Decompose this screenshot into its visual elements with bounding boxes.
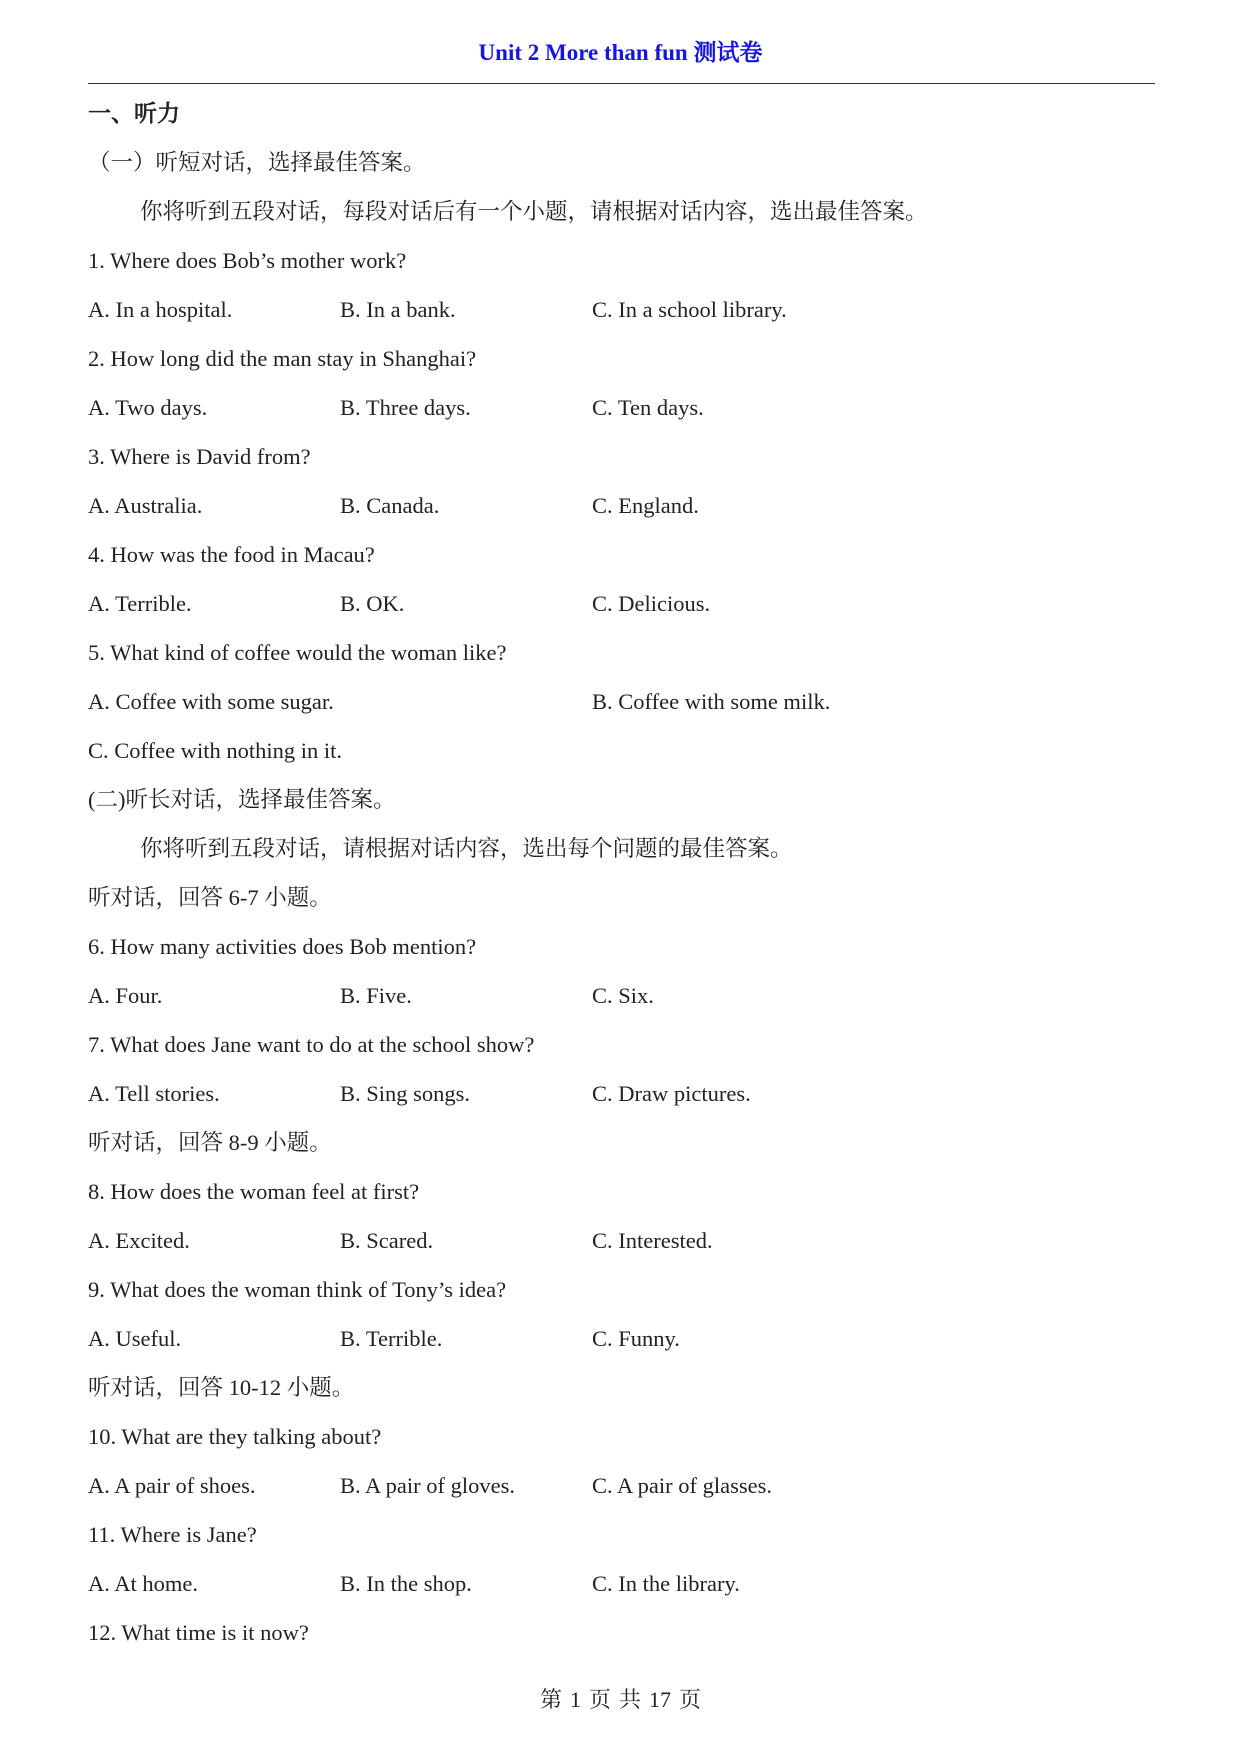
question-stem: 3. Where is David from? <box>88 444 311 469</box>
option-a: A. At home. <box>88 1571 198 1596</box>
page-footer <box>0 1683 1241 1714</box>
exam-content <box>88 94 1155 1662</box>
question-stem: 4. How was the food in Macau? <box>88 542 375 567</box>
part1-title: （一）听短对话，选择最佳答案。 <box>88 150 426 175</box>
option-b: B. In the shop. <box>340 1571 472 1596</box>
option-b: B. Scared. <box>340 1228 434 1253</box>
question-options <box>88 976 1155 1025</box>
question-stem: 2. How long did the man stay in Shanghai? <box>88 346 477 371</box>
option-c: C. In the library. <box>592 1571 740 1596</box>
footer-text: 页 <box>588 1687 611 1712</box>
option-a: A. Useful. <box>88 1326 182 1351</box>
option-a: A. In a hospital. <box>88 297 233 322</box>
question-stem: 1. Where does Bob’s mother work? <box>88 248 407 273</box>
option-c: C. Draw pictures. <box>592 1081 751 1106</box>
option-a: A. Australia. <box>88 493 203 518</box>
part2-instruction: 你将听到五段对话，请根据对话内容，选出每个问题的最佳答案。 <box>140 836 793 861</box>
option-c: C. In a school library. <box>592 297 787 322</box>
question-options <box>88 1319 1155 1368</box>
page-header-title: Unit 2 More than fun 测试卷 <box>478 40 763 65</box>
question-options <box>88 1221 1155 1270</box>
question-stem: 11. Where is Jane? <box>88 1522 257 1547</box>
option-c: C. England. <box>592 493 699 518</box>
option-c: C. Six. <box>592 983 654 1008</box>
option-b: B. In a bank. <box>340 297 456 322</box>
question-stem: 6. How many activities does Bob mention? <box>88 934 477 959</box>
question-stem: 9. What does the woman think of Tony’s idea? <box>88 1277 507 1302</box>
section-title: 一、听力 <box>88 101 180 126</box>
option-a: A. Two days. <box>88 395 208 420</box>
footer-text: 共 <box>619 1687 642 1712</box>
option-b: B. Canada. <box>340 493 440 518</box>
page-number: 1 <box>569 1687 581 1712</box>
question-options <box>88 388 1155 437</box>
header-divider <box>88 83 1155 84</box>
dialogue-group-label: 听对话，回答 6-7 小题。 <box>88 885 332 910</box>
option-a: A. Four. <box>88 983 163 1008</box>
option-a: A. Tell stories. <box>88 1081 220 1106</box>
dialogue-group-label: 听对话，回答 8-9 小题。 <box>88 1130 332 1155</box>
question-options <box>88 682 1155 731</box>
footer-text: 第 <box>539 1687 562 1712</box>
part2-title: (二)听长对话，选择最佳答案。 <box>88 787 396 812</box>
question-options <box>88 290 1155 339</box>
dialogue-group-label: 听对话，回答 10-12 小题。 <box>88 1375 355 1400</box>
option-b: B. Sing songs. <box>340 1081 471 1106</box>
total-pages: 17 <box>649 1687 672 1712</box>
question-options <box>88 486 1155 535</box>
question-stem: 5. What kind of coffee would the woman like? <box>88 640 507 665</box>
option-b: B. Terrible. <box>340 1326 443 1351</box>
question-stem: 12. What time is it now? <box>88 1620 309 1645</box>
option-c: C. Ten days. <box>592 395 704 420</box>
question-options <box>88 1564 1155 1613</box>
question-stem: 10. What are they talking about? <box>88 1424 382 1449</box>
question-stem: 8. How does the woman feel at first? <box>88 1179 420 1204</box>
part1-instruction: 你将听到五段对话，每段对话后有一个小题，请根据对话内容，选出最佳答案。 <box>140 199 928 224</box>
option-b: B. OK. <box>340 591 405 616</box>
option-c: C. Delicious. <box>592 591 711 616</box>
option-a: A. A pair of shoes. <box>88 1473 256 1498</box>
option-c: C. Interested. <box>592 1228 713 1253</box>
question-options <box>88 584 1155 633</box>
option-c: C. Funny. <box>592 1326 680 1351</box>
option-a: A. Coffee with some sugar. <box>88 689 334 714</box>
option-b: B. Coffee with some milk. <box>592 689 831 714</box>
question-stem: 7. What does Jane want to do at the school show? <box>88 1032 535 1057</box>
option-b: B. Three days. <box>340 395 471 420</box>
option-c: C. A pair of glasses. <box>592 1473 772 1498</box>
question-options <box>88 1466 1155 1515</box>
footer-text: 页 <box>679 1687 702 1712</box>
option-c: C. Coffee with nothing in it. <box>88 738 342 763</box>
question-options <box>88 1074 1155 1123</box>
option-b: B. A pair of gloves. <box>340 1473 515 1498</box>
option-b: B. Five. <box>340 983 412 1008</box>
option-a: A. Excited. <box>88 1228 190 1253</box>
option-a: A. Terrible. <box>88 591 192 616</box>
